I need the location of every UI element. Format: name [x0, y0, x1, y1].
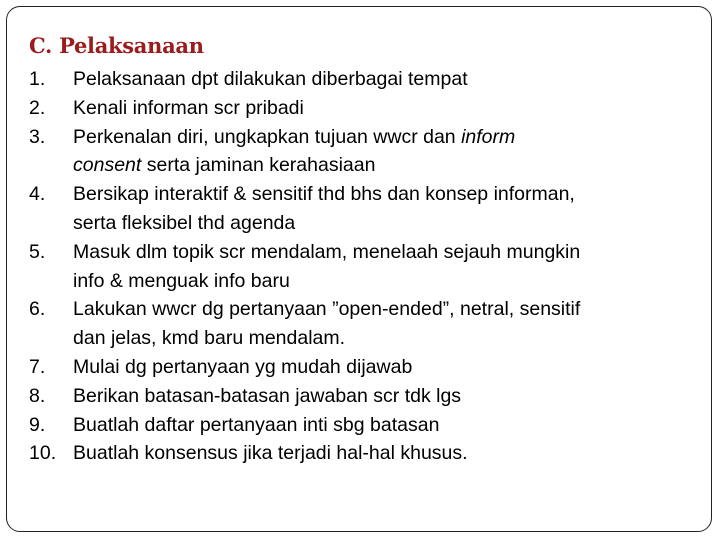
item-line: Buatlah konsensus jika terjadi hal-hal khusus. [73, 442, 468, 465]
item-text [73, 439, 709, 468]
item-line: Kenali informan scr pribadi [73, 96, 304, 119]
item-text [73, 295, 709, 353]
item-line: Berikan batasan-batasan jawaban scr tdk lgs [73, 384, 462, 407]
list-item [29, 382, 709, 411]
item-line [73, 123, 709, 152]
item-number: 6. [29, 298, 46, 321]
list-item [29, 295, 709, 353]
item-number: 9. [29, 413, 46, 436]
item-number: 10. [29, 442, 57, 465]
item-line: Buatlah daftar pertanyaan inti sbg batasan [73, 413, 440, 436]
item-number: 4. [29, 183, 46, 206]
item-line: Mulai dg pertanyaan yg mudah dijawab [73, 355, 413, 378]
item-line: info & menguak info baru [73, 269, 290, 292]
list-item [29, 439, 709, 468]
item-text [73, 180, 709, 238]
item-line: Bersikap interaktif & sensitif thd bhs dan konsep informan, [73, 183, 575, 206]
item-line [73, 151, 709, 180]
item-text [73, 382, 709, 411]
section-heading: C. Pelaksanaan [29, 33, 204, 58]
item-text [73, 353, 709, 382]
item-line-emphasis: inform [461, 125, 516, 148]
item-text [73, 123, 709, 181]
steps-list [29, 65, 709, 468]
item-number: 1. [29, 68, 46, 90]
list-item [29, 411, 709, 440]
item-line: dan jelas, kmd baru mendalam. [73, 327, 346, 350]
item-number: 7. [29, 355, 46, 378]
item-line: Pelaksanaan dpt dilakukan diberbagai tempat [73, 68, 468, 90]
item-text [73, 411, 709, 440]
list-item [29, 238, 709, 296]
item-number: 8. [29, 384, 46, 407]
item-line: Lakukan wwcr dg pertanyaan ”open-ended”, netral, sensitif [73, 298, 581, 321]
list-item [29, 123, 709, 181]
item-line: Masuk dlm topik scr mendalam, menelaah sejauh mungkin [73, 240, 581, 263]
list-item [29, 180, 709, 238]
item-line: serta fleksibel thd agenda [73, 211, 296, 234]
list-item [29, 94, 709, 123]
list-item [29, 353, 709, 382]
item-number: 2. [29, 96, 46, 119]
item-line-part: serta jaminan kerahasiaan [141, 154, 376, 177]
item-number: 5. [29, 240, 46, 263]
item-text [73, 65, 709, 94]
item-text [73, 238, 709, 296]
item-line-part: Perkenalan diri, ungkapkan tujuan wwcr dan [73, 125, 462, 148]
slide-frame [6, 6, 712, 532]
list-item [29, 65, 709, 94]
item-text [73, 94, 709, 123]
item-line-emphasis: consent [73, 154, 142, 177]
item-number: 3. [29, 125, 46, 148]
